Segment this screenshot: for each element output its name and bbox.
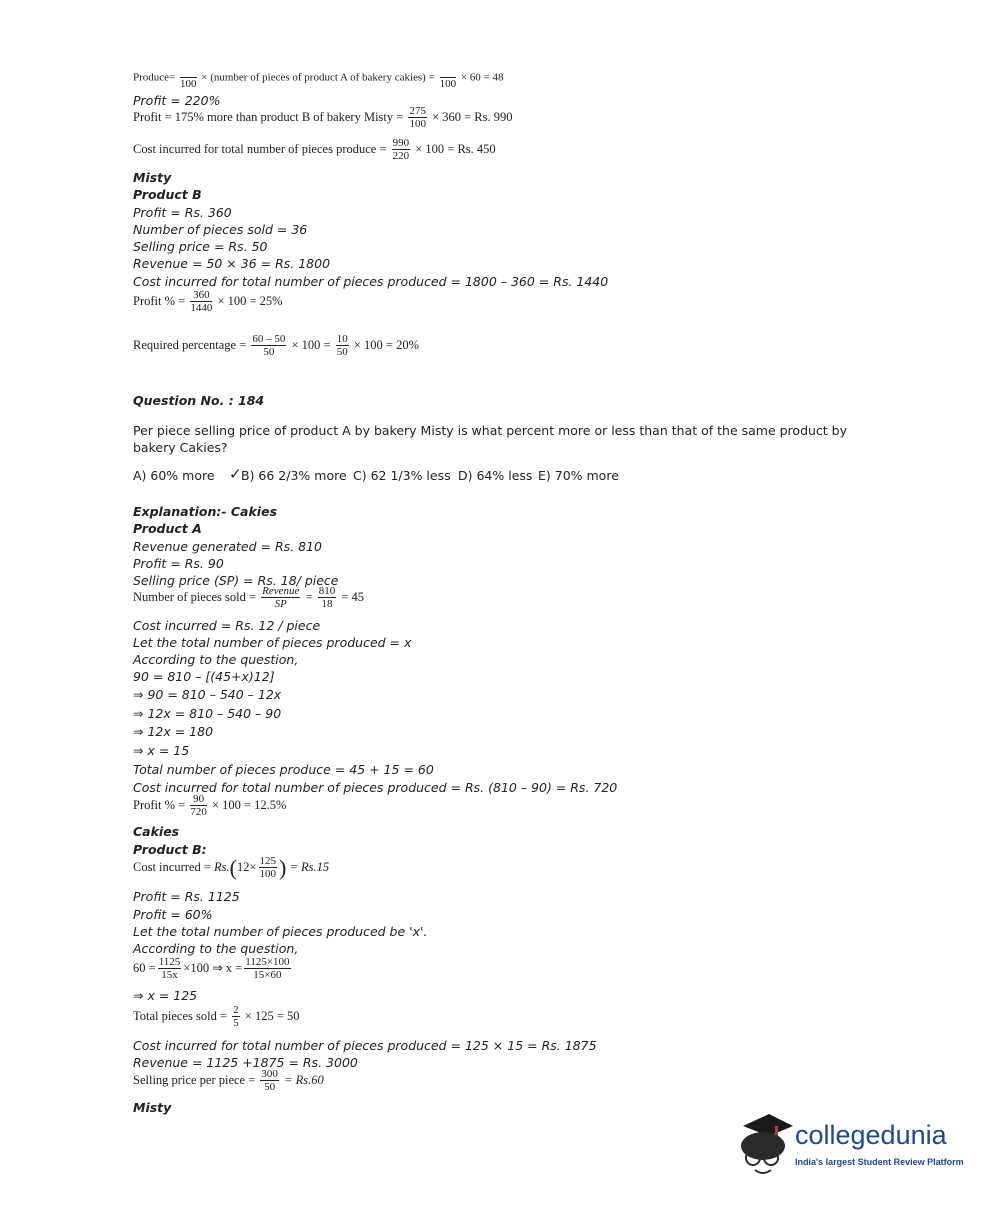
- misty-product-b: Product B: [133, 187, 202, 202]
- expl-line: Let the total number of pieces produced be 'x'.: [133, 924, 428, 939]
- cakies-heading: Cakies: [133, 824, 180, 839]
- brand-name: collegedunia: [795, 1120, 947, 1150]
- expl-line: ⇒ 90 = 810 – 540 – 12x: [133, 687, 282, 702]
- explanation-heading: Explanation:- Cakies: [133, 504, 278, 519]
- expl-line: 90 = 810 – [(45+x)12]: [133, 669, 275, 684]
- expl-line: Revenue generated = Rs. 810: [133, 539, 322, 554]
- product-a-heading: Product A: [133, 521, 202, 536]
- expl-line: Let the total number of pieces produced = x: [133, 635, 412, 650]
- misty-profit-pct: Profit % = $\frac{360}{1440}$ × 100 = 25%: [133, 289, 283, 314]
- expl-line: Cost incurred for total number of pieces produced = Rs. (810 – 90) = Rs. 720: [133, 780, 618, 795]
- question-text: Per piece selling price of product A by bakery Misty is what percent more or less than that of the same product by bakery Cakies?: [133, 423, 848, 455]
- misty-line: Number of pieces sold = 36: [133, 222, 308, 237]
- cost-b-line: Cost incurred = Rs.(12× $\frac{125}{100}$ ) = Rs.15: [133, 855, 330, 880]
- pieces-sold-line: Number of pieces sold = $\frac{\text{Revenue}}{SP}$ = $\frac{810}{18}$ = 45: [133, 585, 364, 610]
- required-percentage: Required percentage = $\frac{60 - 50}{50}$ × 100 = $\frac{10}{50}$ × 100 = 20%: [133, 333, 419, 358]
- misty-line: Profit = Rs. 360: [133, 205, 232, 220]
- misty-line: Revenue = 50 × 36 = Rs. 1800: [133, 256, 331, 271]
- profit-175-line: Profit = 175% more than product B of bakery Misty = $\frac{275}{100}$ × 360 = Rs. 990: [133, 105, 513, 130]
- expl-line: According to the question,: [133, 652, 299, 667]
- expl-line: Profit = Rs. 1125: [133, 889, 240, 904]
- expl-line: ⇒ x = 15: [133, 743, 190, 758]
- sp-per-piece: Selling price per piece = $\frac{300}{50}$ = Rs.60: [133, 1068, 324, 1093]
- expl-line: ⇒ 12x = 180: [133, 724, 214, 739]
- option-a: A) 60% more: [133, 468, 215, 483]
- misty-line: Cost incurred for total number of pieces produced = 1800 – 360 = Rs. 1440: [133, 274, 609, 289]
- x-125-line: ⇒ x = 125: [133, 988, 198, 1003]
- equation-line: 60 = $\frac{1125}{15x}$ ×100 ⇒ x = $\frac{1125\times 100}{15\times 60}$: [133, 956, 290, 981]
- collegedunia-logo: [735, 1108, 965, 1178]
- product-b-heading: Product B:: [133, 842, 207, 857]
- expl-line: Revenue = 1125 +1875 = Rs. 3000: [133, 1055, 358, 1070]
- cost-total-line: Cost incurred for total number of pieces produce = $\frac{990}{220}$ × 100 = Rs. 450: [133, 137, 496, 162]
- expl-line: According to the question,: [133, 941, 299, 956]
- check-icon: ✓: [229, 465, 242, 483]
- pieces-sold-b: Total pieces sold = $\frac{2}{5}$ × 125 = 50: [133, 1004, 300, 1029]
- profit-220: Profit = 220%: [133, 93, 221, 108]
- expl-line: Cost incurred = Rs. 12 / piece: [133, 618, 321, 633]
- question-number: Question No. : 184: [133, 393, 265, 408]
- expl-line: Profit = Rs. 90: [133, 556, 224, 571]
- expl-line: Selling price (SP) = Rs. 18/ piece: [133, 573, 339, 588]
- brand-tagline: India's largest Student Review Platform: [795, 1157, 964, 1167]
- option-c: C) 62 1/3% less: [353, 468, 451, 483]
- mascot-icon: [735, 1108, 795, 1178]
- option-e: E) 70% more: [538, 468, 619, 483]
- option-d: D) 64% less: [458, 468, 533, 483]
- expl-line: Profit = 60%: [133, 907, 213, 922]
- misty-line: Selling price = Rs. 50: [133, 239, 268, 254]
- expl-line: ⇒ 12x = 810 – 540 – 90: [133, 706, 282, 721]
- pa-profit-pct: Profit % = $\frac{90}{720}$ × 100 = 12.5%: [133, 793, 287, 818]
- misty-cut-heading: Misty: [133, 1100, 172, 1115]
- produce-line: Produce= 100 × (number of pieces of product A of bakery cakies) = 100 × 60 = 48: [133, 66, 503, 90]
- option-b: B) 66 2/3% more: [241, 468, 347, 483]
- expl-line: Cost incurred for total number of pieces produced = 125 × 15 = Rs. 1875: [133, 1038, 597, 1053]
- expl-line: Total number of pieces produce = 45 + 15 = 60: [133, 762, 434, 777]
- misty-heading: Misty: [133, 170, 172, 185]
